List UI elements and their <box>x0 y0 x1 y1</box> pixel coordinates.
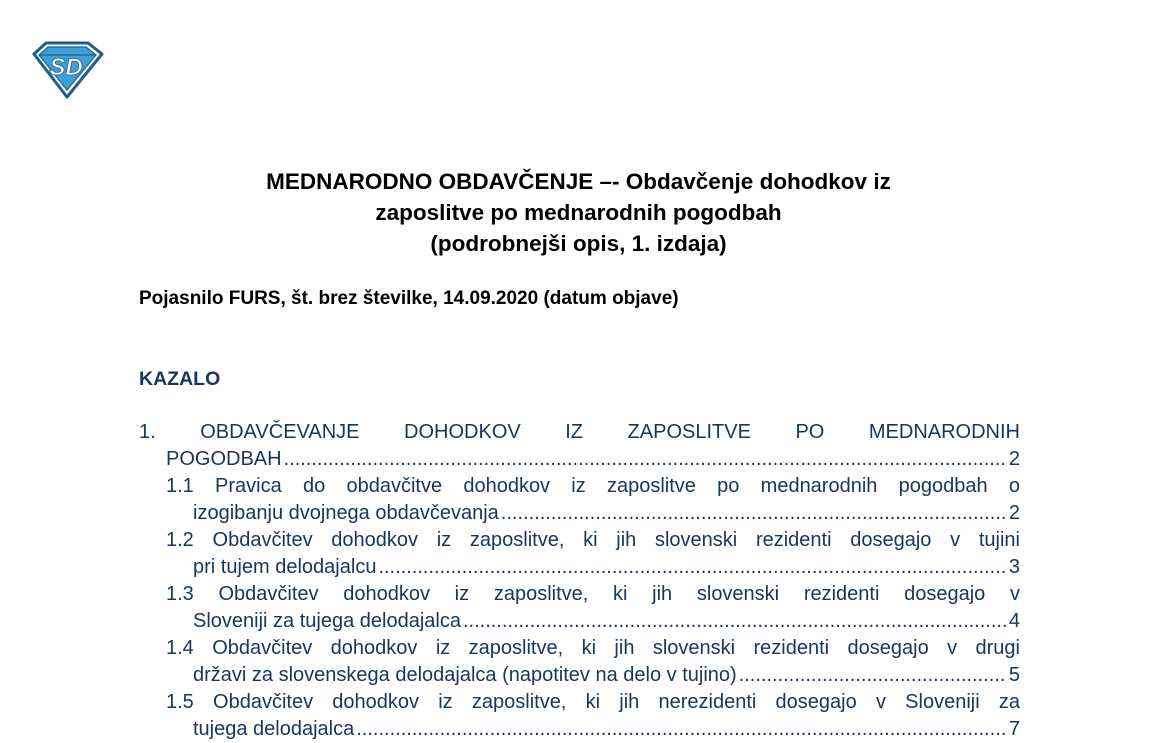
toc-heading: KAZALO <box>139 368 221 390</box>
table-of-contents <box>139 419 1020 743</box>
toc-entry-text[interactable]: 1.5 Obdavčitev dohodkov iz zaposlitve, ki jih nerezidenti dosegajo v Sloveniji za <box>166 691 1020 713</box>
toc-entry-text[interactable]: 1.3 Obdavčitev dohodkov iz zaposlitve, ki jih slovenski rezidenti dosegajo v <box>166 583 1020 605</box>
toc-entry-text-cont[interactable]: izogibanju dvojnega obdavčevanja <box>193 502 499 524</box>
logo-monogram: SD <box>49 54 83 81</box>
document-title <box>0 166 1157 259</box>
document-subtitle: Pojasnilo FURS, št. brez številke, 14.09.2020 (datum objave) <box>139 288 679 309</box>
toc-entry-text[interactable]: 1.2 Obdavčitev dohodkov iz zaposlitve, ki jih slovenski rezidenti dosegajo v tujini <box>166 529 1020 551</box>
toc-entry-1[interactable] <box>139 419 1020 473</box>
logo-emblem <box>30 40 104 100</box>
toc-leader-dots <box>463 608 1007 635</box>
toc-entry-1-3[interactable] <box>139 581 1020 635</box>
toc-leader-dots <box>739 662 1007 689</box>
toc-page-number[interactable]: 7 <box>1008 718 1020 740</box>
toc-page-number[interactable]: 3 <box>1008 556 1020 578</box>
toc-page-number[interactable]: 2 <box>1008 448 1020 470</box>
toc-entry-text[interactable]: 1.1 Pravica do obdavčitve dohodkov iz zaposlitve po mednarodnih pogodbah o <box>166 475 1020 497</box>
title-line-1: MEDNARODNO OBDAVČENJE –- Obdavčenje dohodkov iz <box>266 169 891 194</box>
toc-entry-text-cont[interactable]: POGODBAH <box>166 448 282 470</box>
toc-entry-text[interactable]: 1. OBDAVČEVANJE DOHODKOV IZ ZAPOSLITVE PO MEDNARODNIH <box>139 421 1020 443</box>
toc-entry-text-cont[interactable]: tujega delodajalca <box>193 718 355 740</box>
toc-entry-1-4[interactable] <box>139 635 1020 689</box>
toc-entry-text-cont[interactable]: državi za slovenskega delodajalca (napotitev na delo v tujino) <box>193 664 737 686</box>
toc-page-number[interactable]: 4 <box>1008 610 1020 632</box>
toc-entry-1-2[interactable] <box>139 527 1020 581</box>
title-line-3: (podrobnejši opis, 1. izdaja) <box>430 231 727 256</box>
toc-leader-dots <box>501 500 1007 527</box>
logo <box>30 40 104 100</box>
toc-entry-text-cont[interactable]: pri tujem delodajalcu <box>193 556 377 578</box>
toc-entry-text-cont[interactable]: Sloveniji za tujega delodajalca <box>193 610 461 632</box>
toc-entry-1-5[interactable] <box>139 689 1020 743</box>
toc-page-number[interactable]: 5 <box>1008 664 1020 686</box>
toc-page-number[interactable]: 2 <box>1008 502 1020 524</box>
toc-leader-dots <box>378 554 1006 581</box>
title-line-2: zaposlitve po mednarodnih pogodbah <box>375 200 782 225</box>
toc-leader-dots <box>356 716 1007 743</box>
toc-entry-text[interactable]: 1.4 Obdavčitev dohodkov iz zaposlitve, ki jih slovenski rezidenti dosegajo v drugi <box>166 637 1020 659</box>
toc-entry-1-1[interactable] <box>139 473 1020 527</box>
toc-leader-dots <box>284 446 1007 473</box>
